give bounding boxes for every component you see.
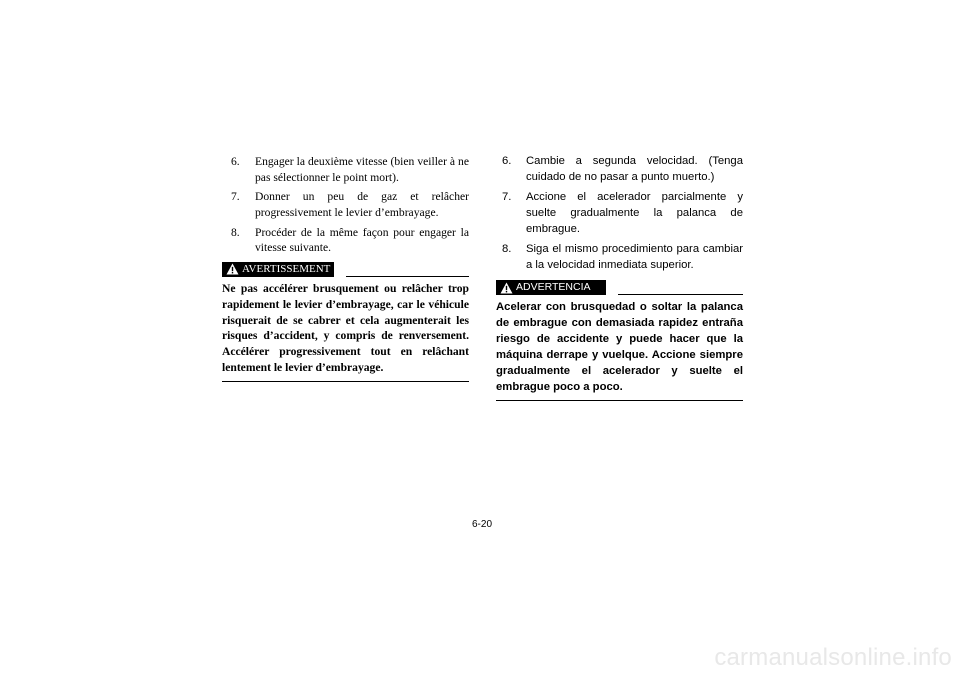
step-text: Siga el mismo procedimiento para cambiar a la velocidad inmediata superior. bbox=[526, 243, 743, 272]
french-column bbox=[222, 154, 469, 382]
spanish-warning-text: Acelerar con brusquedad o soltar la palanca de embrague con demasiada rapidez entraña riesgo de accidente y puede hacer que la máquina derrape y vuelque. Accione siempre gradualmente el acelerador y suelte el embrague poco a poco. bbox=[496, 301, 743, 394]
warning-rule bbox=[346, 276, 469, 277]
step-number: 6. bbox=[231, 155, 240, 168]
warning-bottom-rule bbox=[222, 381, 469, 382]
french-step-8 bbox=[222, 225, 469, 256]
french-warning-text: Ne pas accélérer brusquement ou relâcher trop rapidement le levier d’embrayage, car le véhicule risquerait de se cabrer et cela augmenterait les risques d’accident, y compris de renversement. Accélérer progressivement tout en relâchant lentement le levier d’embrayage. bbox=[222, 281, 469, 374]
french-warning-badge bbox=[222, 262, 334, 277]
warning-bottom-rule bbox=[496, 400, 743, 401]
page-number: 6-20 bbox=[472, 519, 493, 530]
spanish-warning-header bbox=[496, 280, 743, 295]
spanish-step-6 bbox=[496, 154, 743, 186]
step-text: Accione el acelerador parcialmente y suelte gradualmente la palanca de embrague. bbox=[526, 191, 743, 236]
spanish-column bbox=[496, 154, 743, 401]
step-number: 6. bbox=[502, 155, 512, 167]
step-text: Engager la deuxième vitesse (bien veiller à ne pas sélectionner le point mort). bbox=[255, 155, 469, 184]
step-number: 7. bbox=[231, 190, 240, 204]
step-number: 8. bbox=[231, 225, 240, 239]
spanish-warning-label: ADVERTENCIA bbox=[516, 280, 591, 293]
french-step-6 bbox=[222, 154, 469, 185]
warning-triangle-icon bbox=[226, 263, 239, 275]
french-warning-header bbox=[222, 262, 469, 277]
french-step-7 bbox=[222, 189, 469, 220]
step-number: 7. bbox=[502, 191, 512, 204]
spanish-step-8 bbox=[496, 242, 743, 274]
warning-rule bbox=[618, 294, 743, 295]
warning-triangle-icon bbox=[500, 282, 513, 294]
spanish-warning-badge bbox=[496, 280, 606, 295]
spanish-step-7 bbox=[496, 190, 743, 238]
step-text: Procéder de la même façon pour engager la vitesse suivante. bbox=[255, 225, 469, 255]
step-text: Donner un peu de gaz et relâcher progressivement le levier d’embrayage. bbox=[255, 190, 469, 219]
spanish-steps bbox=[496, 154, 743, 274]
french-steps bbox=[222, 154, 469, 256]
french-warning-label: AVERTISSEMENT bbox=[242, 262, 331, 275]
watermark: carmanualsonline.info bbox=[714, 644, 952, 671]
step-number: 8. bbox=[502, 243, 512, 256]
step-text: Cambie a segunda velocidad. (Tenga cuidado de no pasar a punto muerto.) bbox=[526, 155, 743, 183]
